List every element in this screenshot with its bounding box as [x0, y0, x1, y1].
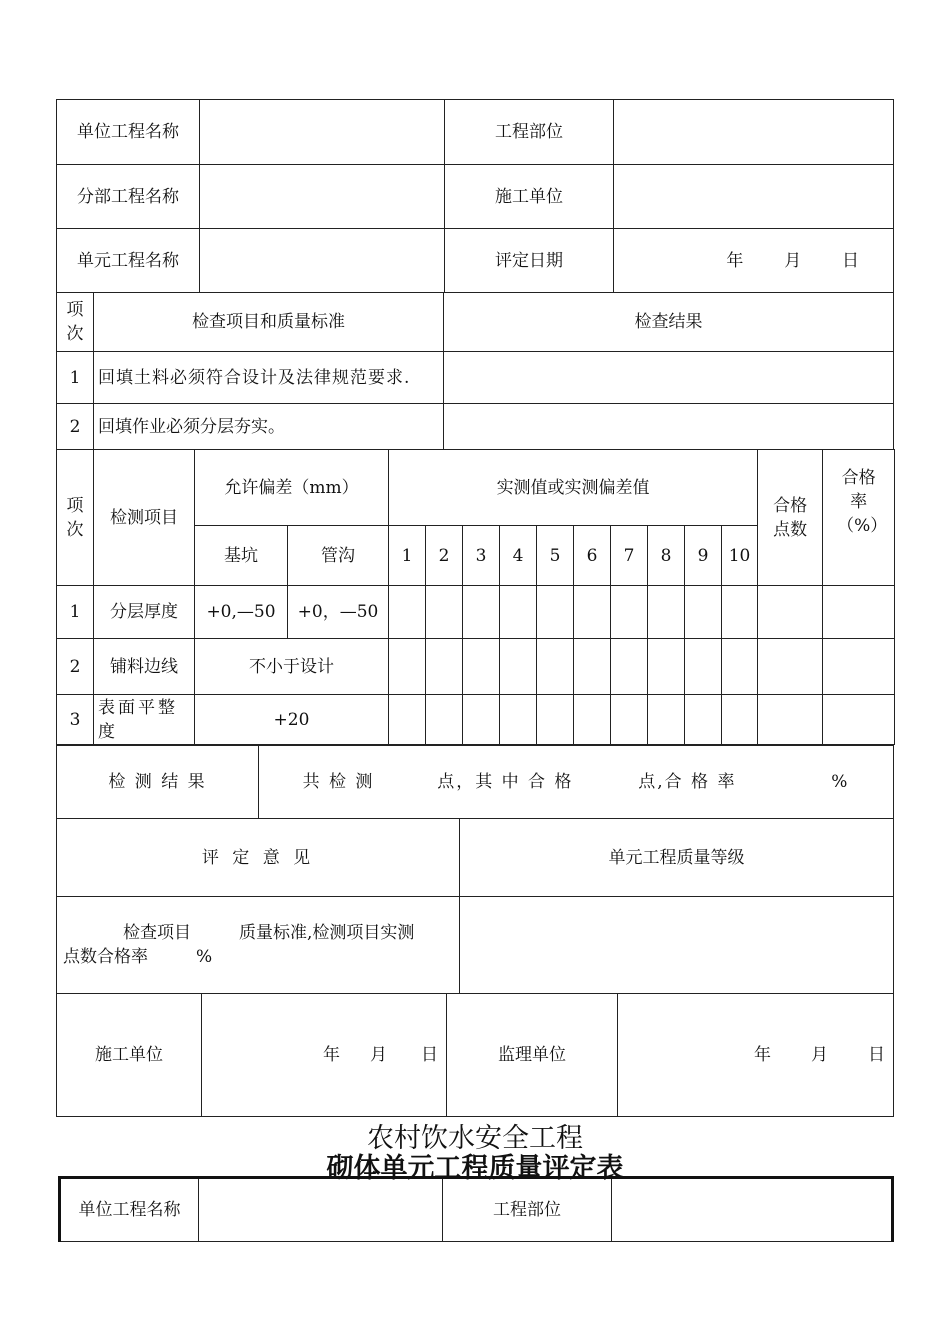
measured-cell[interactable] — [426, 695, 463, 745]
points-rate-label: 点,合 格 率 — [638, 772, 737, 792]
next-form-table — [58, 1176, 894, 1242]
measured-cell[interactable] — [722, 639, 758, 695]
percent-sign: % — [831, 772, 850, 792]
measurement-row-seq: 3 — [57, 695, 94, 745]
date-day: 日 — [842, 250, 859, 271]
measured-cell[interactable] — [426, 586, 463, 639]
column-header: 2 — [426, 526, 463, 586]
result-summary-table — [56, 745, 894, 819]
measurement-row-item: 铺料边线 — [94, 639, 195, 695]
measurement-row-seq: 2 — [57, 639, 94, 695]
division-project-name-field[interactable] — [200, 165, 445, 229]
supervision-unit-sign-field[interactable]: 年 月 日 — [618, 994, 894, 1117]
measured-cell[interactable] — [426, 639, 463, 695]
project-part-label: 工程部位 — [445, 100, 614, 165]
measured-cell[interactable] — [537, 586, 574, 639]
column-header: 9 — [685, 526, 722, 586]
measured-cell[interactable] — [722, 695, 758, 745]
total-tested-label: 共 检 测 — [302, 772, 375, 792]
quality-grade-field[interactable] — [460, 897, 894, 994]
measured-cell[interactable] — [463, 639, 500, 695]
pass-points-cell[interactable] — [758, 639, 823, 695]
evaluation-opinion-label: 评 定 意 见 — [57, 819, 460, 897]
measured-cell[interactable] — [648, 586, 685, 639]
measured-cell[interactable] — [648, 639, 685, 695]
test-result-text — [259, 746, 894, 819]
measured-cell[interactable] — [500, 695, 537, 745]
measurement-table — [56, 449, 895, 745]
measured-cell[interactable] — [463, 586, 500, 639]
measured-cell[interactable] — [574, 695, 611, 745]
measured-cell[interactable] — [685, 586, 722, 639]
inspection-items-header: 检查项目和质量标准 — [94, 293, 444, 352]
inspection-row-seq: 1 — [57, 352, 94, 404]
column-header: 3 — [463, 526, 500, 586]
next-unit-project-name-label: 单位工程名称 — [60, 1178, 199, 1242]
measurement-row-tolerance: +20 — [195, 695, 389, 745]
header-info-table — [56, 99, 894, 293]
measured-cell[interactable] — [648, 695, 685, 745]
inspection-results-header: 检查结果 — [444, 293, 894, 352]
measured-cell[interactable] — [500, 639, 537, 695]
measured-cell[interactable] — [500, 586, 537, 639]
signoff-table — [56, 993, 894, 1117]
measured-cell[interactable] — [389, 586, 426, 639]
pass-rate-cell[interactable] — [823, 639, 895, 695]
measured-cell[interactable] — [611, 695, 648, 745]
measured-cell[interactable] — [463, 695, 500, 745]
evaluation-table — [56, 818, 894, 994]
measured-cell[interactable] — [722, 586, 758, 639]
inspection-table — [56, 292, 894, 450]
points-qualified-label: 点，其 中 合 格 — [437, 772, 574, 792]
measurement-row-trench: +0，—50 — [288, 586, 389, 639]
division-project-name-label: 分部工程名称 — [57, 165, 200, 229]
inspection-row-result[interactable] — [444, 352, 894, 404]
supervision-unit-sign-label: 监理单位 — [447, 994, 618, 1117]
measured-cell[interactable] — [537, 695, 574, 745]
column-header: 4 — [500, 526, 537, 586]
pit-header: 基坑 — [195, 526, 288, 586]
unit-project-name-field[interactable] — [200, 100, 445, 165]
element-project-name-field[interactable] — [200, 229, 445, 293]
trench-header: 管沟 — [288, 526, 389, 586]
measured-cell[interactable] — [611, 639, 648, 695]
pass-rate-cell[interactable] — [823, 586, 895, 639]
column-header: 8 — [648, 526, 685, 586]
pass-rate-cell[interactable] — [823, 695, 895, 745]
construction-unit-sign-label: 施工单位 — [57, 994, 202, 1117]
measured-cell[interactable] — [611, 586, 648, 639]
measurement-row-pit: +0,—50 — [195, 586, 288, 639]
measurement-seq-header: 项次 — [57, 450, 94, 586]
date-month: 月 — [784, 250, 802, 271]
next-project-part-label: 工程部位 — [443, 1178, 612, 1242]
measured-cell[interactable] — [574, 639, 611, 695]
element-project-name-label: 单元工程名称 — [57, 229, 200, 293]
inspection-seq-header: 项次 — [57, 293, 94, 352]
column-header: 7 — [611, 526, 648, 586]
measured-cell[interactable] — [685, 639, 722, 695]
measurement-row-item: 分层厚度 — [94, 586, 195, 639]
inspection-row-seq: 2 — [57, 404, 94, 450]
next-form-title: 农村饮水安全工程 — [367, 1123, 583, 1154]
next-form-subtitle: 砌体单元工程质量评定表 — [326, 1153, 624, 1184]
measured-cell[interactable] — [389, 695, 426, 745]
next-unit-project-name-field[interactable] — [199, 1178, 443, 1242]
construction-unit-label: 施工单位 — [445, 165, 614, 229]
construction-unit-sign-field[interactable]: 年 月 日 — [202, 994, 447, 1117]
inspection-row-text: 回填土料必须符合设计及法律规范要求. — [94, 352, 444, 404]
measured-cell[interactable] — [685, 695, 722, 745]
date-year: 年 — [726, 250, 744, 271]
inspection-row-text: 回填作业必须分层夯实。 — [94, 404, 444, 450]
unit-project-name-label: 单位工程名称 — [57, 100, 200, 165]
measured-values-header: 实测值或实测偏差值 — [389, 450, 758, 526]
measured-cell[interactable] — [574, 586, 611, 639]
test-result-label: 检 测 结 果 — [57, 746, 259, 819]
column-header: 6 — [574, 526, 611, 586]
tolerance-header: 允许偏差（mm） — [195, 450, 389, 526]
pass-points-cell[interactable] — [758, 695, 823, 745]
measured-cell[interactable] — [537, 639, 574, 695]
evaluation-date-field[interactable] — [614, 229, 894, 293]
pass-points-cell[interactable] — [758, 586, 823, 639]
measured-cell[interactable] — [389, 639, 426, 695]
quality-grade-label: 单元工程质量等级 — [460, 819, 894, 897]
measurement-row-tolerance: 不小于设计 — [195, 639, 389, 695]
measurement-row-item: 表面平整度 — [94, 695, 195, 745]
evaluation-opinion-text: 检查项目 质量标准,检测项目实测 点数合格率 % — [57, 897, 460, 994]
column-header: 10 — [722, 526, 758, 586]
pass-rate-header: 合格率（%） — [823, 450, 895, 586]
column-header: 5 — [537, 526, 574, 586]
evaluation-date-label: 评定日期 — [445, 229, 614, 293]
pass-points-header: 合格点数 — [758, 450, 823, 586]
inspection-row-result[interactable] — [444, 404, 894, 450]
construction-unit-field[interactable] — [614, 165, 894, 229]
column-header: 1 — [389, 526, 426, 586]
measurement-item-header: 检测项目 — [94, 450, 195, 586]
next-project-part-field[interactable] — [612, 1178, 893, 1242]
measurement-row-seq: 1 — [57, 586, 94, 639]
project-part-field[interactable] — [614, 100, 894, 165]
